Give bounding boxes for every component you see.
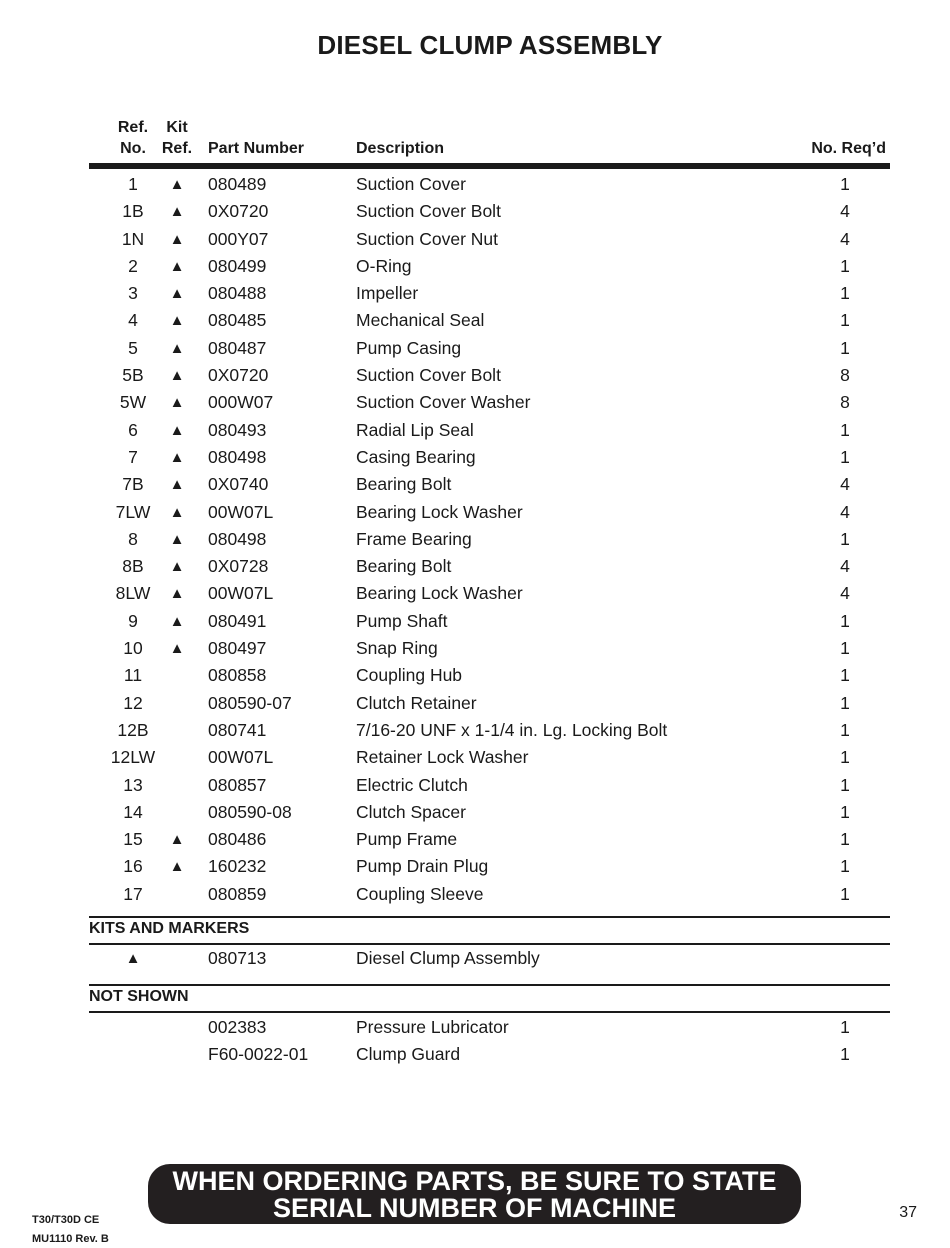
quantity: 4 [840, 474, 850, 495]
table-row [0, 471, 950, 498]
not-shown-table [0, 1014, 950, 1069]
description: Coupling Sleeve [356, 883, 484, 904]
ref-no: 4 [128, 310, 138, 331]
part-number: 080859 [208, 883, 267, 904]
description: Coupling Hub [356, 665, 463, 686]
description: O-Ring [356, 255, 412, 276]
ref-no: 14 [123, 801, 143, 822]
header-kit-line1: Kit [166, 119, 188, 136]
quantity: 1 [840, 528, 850, 549]
quantity: 1 [840, 801, 850, 822]
ref-no: 12LW [110, 747, 156, 768]
part-number: 0X0720 [208, 201, 269, 222]
quantity: 1 [840, 174, 850, 194]
description: Pump Shaft [356, 610, 448, 631]
kit-marker-icon: ▲ [169, 585, 185, 603]
description: Retainer Lock Washer [356, 747, 529, 768]
ref-no: 15 [123, 829, 143, 850]
ref-no: 12B [117, 719, 149, 740]
kit-marker-icon: ▲ [169, 858, 185, 876]
part-number: 080485 [208, 310, 267, 331]
description: Pump Drain Plug [356, 856, 489, 877]
part-number: 160232 [208, 856, 267, 877]
ref-no: 1N [121, 228, 145, 249]
part-number: 080499 [208, 255, 267, 276]
table-row [0, 226, 950, 253]
page-number: 37 [899, 1204, 917, 1221]
banner-line1: WHEN ORDERING PARTS, BE SURE TO STATE [172, 1166, 777, 1196]
description: Suction Cover [356, 174, 466, 194]
description: Bearing Bolt [356, 556, 452, 577]
quantity: 4 [840, 501, 850, 522]
kit-marker-icon: ▲ [125, 950, 141, 967]
description: Radial Lip Seal [356, 419, 474, 440]
header-kit-line2: Ref. [161, 140, 193, 157]
kit-marker-icon: ▲ [169, 640, 185, 658]
ref-no: 17 [123, 883, 143, 904]
kit-marker-icon: ▲ [169, 312, 185, 330]
page-title: DIESEL CLUMP ASSEMBLY [317, 30, 663, 60]
ref-no: 12 [123, 692, 143, 713]
kit-marker-icon: ▲ [169, 394, 185, 412]
quantity: 1 [840, 446, 850, 467]
description: Suction Cover Washer [356, 392, 531, 413]
ref-no: 1B [122, 201, 144, 222]
quantity: 1 [840, 774, 850, 795]
table-row [0, 253, 950, 280]
kit-marker-icon: ▲ [169, 448, 185, 466]
part-number: 00W07L [208, 747, 274, 768]
description: 7/16-20 UNF x 1-1/4 in. Lg. Locking Bolt [356, 719, 668, 740]
part-number: 080741 [208, 719, 267, 740]
kit-marker-icon: ▲ [169, 176, 185, 193]
quantity: 1 [840, 829, 850, 850]
table-row [0, 389, 950, 416]
quantity: 1 [840, 719, 850, 740]
part-number: 000Y07 [208, 228, 269, 249]
ref-no: 7LW [115, 501, 151, 522]
table-row [0, 690, 950, 717]
table-row [0, 553, 950, 580]
kit-marker-icon: ▲ [169, 257, 185, 275]
not-shown-top-rule [89, 984, 890, 986]
quantity: 4 [840, 556, 850, 577]
part-number: 000W07 [208, 392, 274, 413]
description: Electric Clutch [356, 774, 468, 795]
part-number: 080498 [208, 446, 267, 467]
description: Clutch Spacer [356, 801, 466, 822]
header-ref-line1: Ref. [117, 119, 149, 136]
quantity: 1 [840, 883, 850, 904]
parts-table [0, 171, 950, 908]
part-number: 00W07L [208, 583, 274, 604]
kit-marker-icon: ▲ [169, 558, 185, 576]
description: Clump Guard [356, 1044, 461, 1065]
ref-no: 5B [122, 365, 144, 386]
kit-marker-icon: ▲ [169, 203, 185, 221]
table-row [0, 526, 950, 553]
ref-no: 13 [123, 774, 143, 795]
quantity: 1 [840, 283, 850, 304]
table-row [0, 799, 950, 826]
kit-description: Diesel Clump Assembly [356, 948, 540, 968]
description: Suction Cover Nut [356, 228, 499, 249]
part-number: 080590-08 [208, 801, 292, 822]
header-kit-ref [157, 117, 197, 159]
table-row [0, 198, 950, 225]
ref-no: 2 [128, 255, 138, 276]
description: Suction Cover Bolt [356, 365, 501, 386]
ref-no: 5W [119, 392, 147, 413]
description: Frame Bearing [356, 528, 472, 549]
ref-no: 5 [128, 337, 138, 358]
part-number: 080857 [208, 774, 267, 795]
part-number: 080590-07 [208, 692, 292, 713]
kit-marker-icon: ▲ [169, 339, 185, 357]
quantity: 1 [840, 337, 850, 358]
quantity: 1 [840, 1017, 850, 1037]
quantity: 4 [840, 201, 850, 222]
part-number: 080493 [208, 419, 267, 440]
description: Impeller [356, 283, 419, 304]
footer-model: T30/T30D CE [32, 1214, 100, 1226]
part-number: 002383 [208, 1017, 267, 1037]
ref-no: 8B [122, 556, 144, 577]
part-number: 080488 [208, 283, 267, 304]
quantity: 1 [840, 692, 850, 713]
kit-marker-icon: ▲ [169, 285, 185, 303]
quantity: 4 [840, 228, 850, 249]
quantity: 1 [840, 665, 850, 686]
part-number: 080489 [208, 174, 267, 194]
header-ref-no [108, 117, 158, 159]
table-row [0, 826, 950, 853]
description: Bearing Bolt [356, 474, 452, 495]
ref-no: 1 [128, 174, 138, 194]
header-description: Description [356, 140, 445, 157]
header-ref-line2: No. [120, 140, 146, 157]
ref-no: 11 [123, 665, 143, 686]
kit-marker-icon: ▲ [169, 476, 185, 494]
banner-line2: SERIAL NUMBER OF MACHINE [272, 1193, 676, 1223]
part-number: F60-0022-01 [208, 1044, 309, 1065]
part-number: 0X0720 [208, 365, 269, 386]
ref-no: 6 [128, 419, 138, 440]
table-row [0, 417, 950, 444]
kit-part-number: 080713 [208, 948, 267, 968]
kit-marker-icon: ▲ [169, 530, 185, 548]
description: Pump Frame [356, 829, 458, 850]
table-row [0, 1041, 950, 1068]
footer-doc-rev: MU1110 Rev. B [32, 1233, 109, 1245]
ref-no: 8 [128, 528, 138, 549]
table-row [0, 580, 950, 607]
quantity: 8 [840, 392, 850, 413]
header-no-reqd: No. Req’d [811, 140, 886, 157]
part-number: 080858 [208, 665, 267, 686]
table-row [0, 1014, 950, 1041]
table-row [0, 635, 950, 662]
description: Casing Bearing [356, 446, 476, 467]
ref-no: 8LW [115, 583, 151, 604]
kit-marker-icon: ▲ [169, 230, 185, 248]
part-number: 080487 [208, 337, 267, 358]
ref-no: 10 [123, 638, 143, 659]
table-row [0, 362, 950, 389]
quantity: 1 [840, 747, 850, 768]
table-row [0, 744, 950, 771]
ordering-banner [148, 1164, 801, 1224]
part-number: 00W07L [208, 501, 274, 522]
table-row [0, 307, 950, 334]
table-row [0, 608, 950, 635]
header-part-number: Part Number [208, 140, 305, 157]
quantity: 4 [840, 583, 850, 604]
table-row [0, 717, 950, 744]
part-number: 080498 [208, 528, 267, 549]
kit-row [0, 945, 950, 972]
description: Clutch Retainer [356, 692, 477, 713]
description: Pump Casing [356, 337, 462, 358]
table-row [0, 499, 950, 526]
table-row [0, 171, 950, 198]
description: Pressure Lubricator [356, 1017, 509, 1037]
quantity: 1 [840, 856, 850, 877]
part-number: 0X0740 [208, 474, 269, 495]
table-row [0, 444, 950, 471]
ref-no: 7 [128, 446, 138, 467]
kit-marker-icon: ▲ [169, 421, 185, 439]
not-shown-bottom-rule [89, 1011, 890, 1013]
ref-no: 3 [128, 283, 138, 304]
description: Bearing Lock Washer [356, 583, 523, 604]
kits-heading: KITS AND MARKERS [89, 920, 250, 937]
part-number: 080497 [208, 638, 267, 659]
part-number: 080491 [208, 610, 267, 631]
quantity: 1 [840, 1044, 850, 1065]
quantity: 1 [840, 255, 850, 276]
description: Mechanical Seal [356, 310, 485, 331]
kit-marker-icon: ▲ [169, 831, 185, 849]
part-number: 0X0728 [208, 556, 269, 577]
part-number: 080486 [208, 829, 267, 850]
description: Bearing Lock Washer [356, 501, 523, 522]
quantity: 1 [840, 419, 850, 440]
kit-marker-icon: ▲ [169, 367, 185, 385]
table-row [0, 881, 950, 908]
table-row [0, 280, 950, 307]
ref-no: 16 [123, 856, 143, 877]
table-row [0, 853, 950, 880]
table-row [0, 335, 950, 362]
description: Snap Ring [356, 638, 438, 659]
ref-no: 7B [122, 474, 144, 495]
quantity: 1 [840, 638, 850, 659]
quantity: 1 [840, 310, 850, 331]
table-row [0, 772, 950, 799]
table-row [0, 662, 950, 689]
ref-no: 9 [128, 610, 138, 631]
kits-top-rule [89, 916, 890, 918]
not-shown-heading: NOT SHOWN [89, 988, 189, 1005]
kit-marker-icon: ▲ [169, 612, 185, 630]
quantity: 1 [840, 610, 850, 631]
kit-marker-icon: ▲ [169, 503, 185, 521]
header-divider [89, 163, 890, 169]
description: Suction Cover Bolt [356, 201, 501, 222]
quantity: 8 [840, 365, 850, 386]
